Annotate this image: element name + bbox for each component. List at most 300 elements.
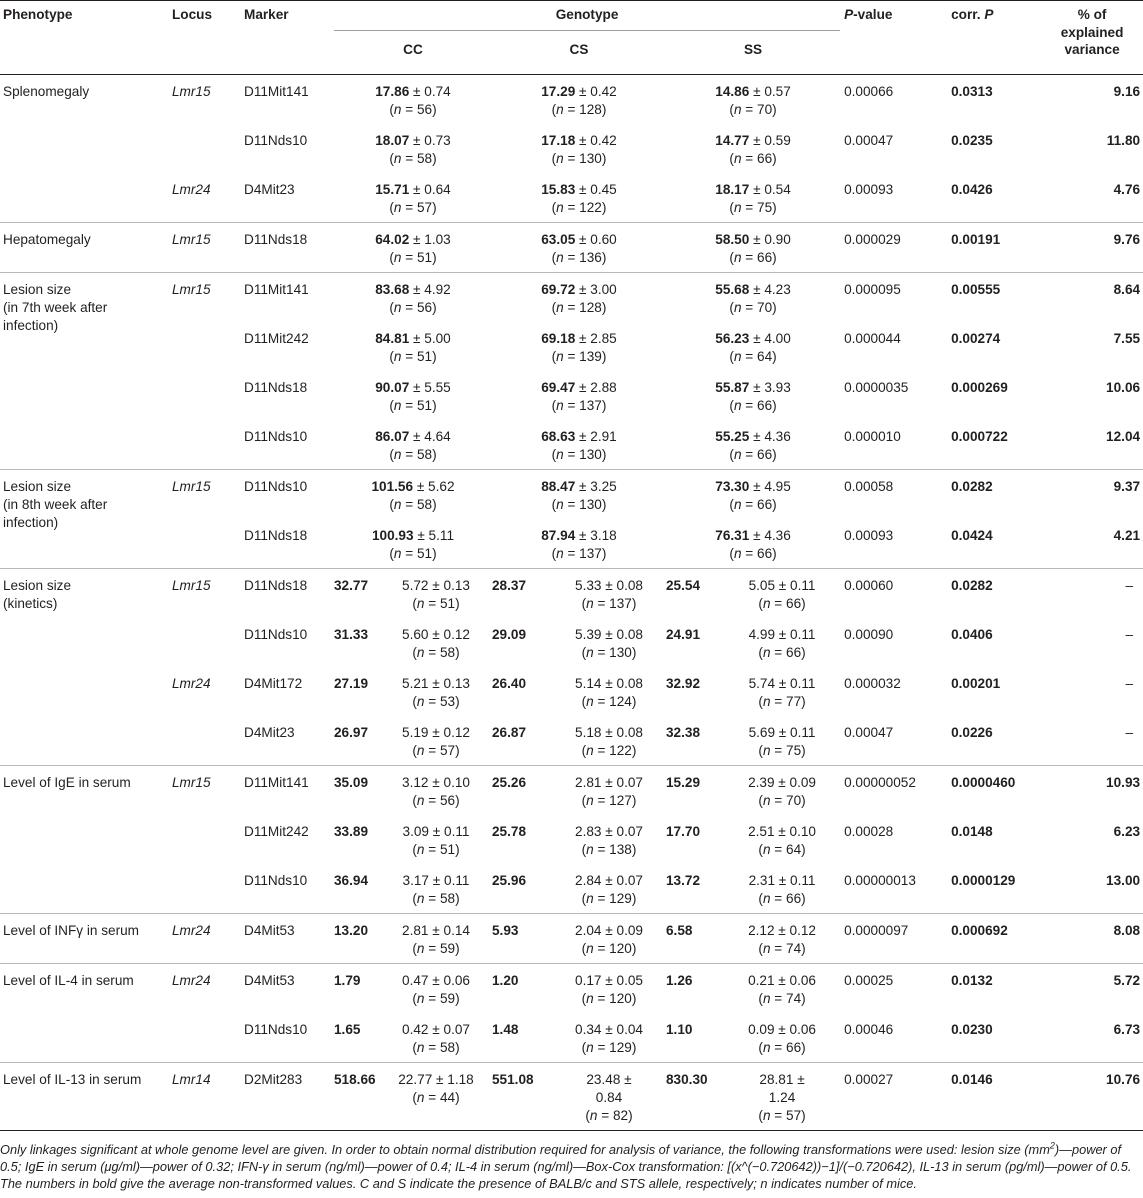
ss-se: ± 4.95 xyxy=(749,479,791,494)
phenotype-cell: Lesion size (in 7th week after infection) xyxy=(0,273,166,470)
corr-p-cell: 0.0313 xyxy=(951,84,993,99)
locus-cell: Lmr24 xyxy=(166,914,238,964)
cc-value-cell xyxy=(334,371,492,420)
cs-transformed: 2.04 ± 0.09 xyxy=(575,923,643,938)
p-value-cell: 0.0000035 xyxy=(844,380,909,395)
cs-se: ± 0.42 xyxy=(575,133,617,148)
locus-cell: Lmr15 xyxy=(166,470,238,520)
corr-p-cell: 0.00555 xyxy=(943,273,1041,323)
ss-count: (n = 70) xyxy=(729,102,777,117)
phenotype-cell: Level of IL-4 in serum xyxy=(0,964,166,1063)
cc-count: (n = 53) xyxy=(412,694,460,709)
header-cc: CC xyxy=(334,31,492,75)
cs-count: (n = 136) xyxy=(551,250,607,265)
cc-mean-cell: 33.89 xyxy=(334,824,369,839)
cc-transformed: 3.12 ± 0.10 xyxy=(402,775,470,790)
ss-transformed-cell xyxy=(724,1063,840,1131)
marker-cell: D11Nds18 xyxy=(244,380,308,395)
corr-p-cell: 0.0426 xyxy=(951,182,993,197)
cc-count: (n = 58) xyxy=(389,447,437,462)
ss-count: (n = 75) xyxy=(758,743,806,758)
cc-transformed-cell xyxy=(380,716,492,766)
variance-cell: – xyxy=(1125,676,1134,691)
p-value-cell: 0.00028 xyxy=(844,824,894,839)
variance-cell: 9.37 xyxy=(1041,470,1143,520)
cc-mean-cell: 27.19 xyxy=(334,676,369,691)
cs-count: (n = 122) xyxy=(551,200,607,215)
ss-count: (n = 66) xyxy=(729,151,777,166)
ss-se: ± 0.90 xyxy=(749,232,791,247)
table-row xyxy=(0,569,1143,619)
cs-mean-cell: 1.48 xyxy=(492,1022,519,1037)
table-row xyxy=(0,815,1143,864)
cs-value-cell xyxy=(492,322,666,371)
ss-transformed-cell xyxy=(724,667,840,716)
ss-mean: 73.30 xyxy=(715,479,750,494)
cs-transformed: 0.34 ± 0.04 xyxy=(575,1022,643,1037)
cc-mean-cell: 31.33 xyxy=(334,627,369,642)
variance-cell: 7.55 xyxy=(1113,331,1141,346)
cc-transformed-cell xyxy=(380,914,492,964)
cs-value-cell xyxy=(492,519,666,569)
cs-mean: 17.29 xyxy=(541,84,576,99)
p-value-cell: 0.00093 xyxy=(844,528,894,543)
ss-mean-cell: 13.72 xyxy=(666,873,701,888)
corr-p-cell: 0.0282 xyxy=(943,569,1041,619)
cc-transformed: 3.17 ± 0.11 xyxy=(402,873,470,888)
ss-transformed-cell xyxy=(724,964,840,1014)
p-value-cell: 0.00060 xyxy=(840,569,943,619)
marker-cell: D11Mit242 xyxy=(244,824,309,839)
cc-transformed: 0.47 ± 0.06 xyxy=(402,973,470,988)
ss-se: ± 4.00 xyxy=(749,331,791,346)
table-row xyxy=(0,420,1143,470)
cs-transformed: 5.18 ± 0.08 xyxy=(575,725,643,740)
cs-count: (n = 129) xyxy=(581,1040,637,1055)
cc-transformed: 3.09 ± 0.11 xyxy=(402,824,470,839)
cs-mean-cell: 26.40 xyxy=(492,676,527,691)
cc-se: ± 4.64 xyxy=(409,429,451,444)
ss-se: ± 0.54 xyxy=(749,182,791,197)
cs-transformed: 5.33 ± 0.08 xyxy=(575,578,643,593)
cs-count: (n = 128) xyxy=(551,300,607,315)
cs-transformed: 23.48 ± xyxy=(586,1072,632,1087)
cc-mean: 100.93 xyxy=(371,528,414,543)
cc-value-cell xyxy=(334,173,492,223)
table-row xyxy=(0,75,1143,125)
p-value-cell: 0.000044 xyxy=(844,331,901,346)
ss-transformed: 2.12 ± 0.12 xyxy=(748,923,816,938)
cc-se: ± 0.73 xyxy=(409,133,451,148)
cc-transformed: 22.77 ± 1.18 xyxy=(398,1072,474,1087)
cc-se: ± 1.03 xyxy=(409,232,451,247)
variance-cell: 10.93 xyxy=(1041,766,1143,816)
header-marker: Marker xyxy=(238,1,334,75)
cs-transformed-cell xyxy=(552,815,666,864)
ss-se: ± 0.59 xyxy=(749,133,791,148)
variance-cell: 4.76 xyxy=(1113,182,1141,197)
p-value-cell: 0.00000013 xyxy=(844,873,916,888)
ss-mean-cell: 15.29 xyxy=(666,766,724,816)
cc-se: ± 5.00 xyxy=(409,331,451,346)
ss-mean: 14.77 xyxy=(715,133,750,148)
variance-cell: 6.23 xyxy=(1113,824,1141,839)
cc-mean-cell: 32.77 xyxy=(334,569,380,619)
marker-cell: D11Nds10 xyxy=(238,470,334,520)
cc-transformed-cell xyxy=(380,569,492,619)
table-row xyxy=(0,1063,1143,1131)
cc-transformed-cell xyxy=(380,815,492,864)
cc-transformed: 0.42 ± 0.07 xyxy=(402,1022,470,1037)
cc-count: (n = 51) xyxy=(389,349,437,364)
cs-count: (n = 129) xyxy=(581,891,637,906)
ss-count: (n = 66) xyxy=(729,546,777,561)
corr-p-cell: 0.00201 xyxy=(951,676,1001,691)
ss-count: (n = 74) xyxy=(758,991,806,1006)
p-value-cell: 0.000029 xyxy=(840,223,943,273)
ss-value-cell xyxy=(666,124,840,173)
ss-count: (n = 75) xyxy=(729,200,777,215)
cc-count: (n = 58) xyxy=(389,497,437,512)
ss-value-cell xyxy=(666,371,840,420)
variance-cell: 10.06 xyxy=(1106,380,1141,395)
locus-cell: Lmr14 xyxy=(166,1063,238,1131)
cs-transformed: 2.81 ± 0.07 xyxy=(575,775,643,790)
ss-transformed-cont: 1.24 xyxy=(768,1090,796,1105)
locus-cell xyxy=(166,124,238,173)
marker-cell: D11Mit141 xyxy=(238,766,334,816)
variance-cell: 11.80 xyxy=(1106,133,1141,148)
header-ss: SS xyxy=(666,31,840,75)
cc-transformed: 5.19 ± 0.12 xyxy=(402,725,470,740)
cs-mean: 68.63 xyxy=(541,429,576,444)
header-locus: Locus xyxy=(166,1,238,75)
header-cs: CS xyxy=(492,31,666,75)
cc-count: (n = 58) xyxy=(412,891,460,906)
ss-value-cell xyxy=(666,420,840,470)
cc-se: ± 5.11 xyxy=(413,528,455,543)
p-value-cell: 0.00093 xyxy=(844,182,894,197)
ss-count: (n = 57) xyxy=(758,1108,806,1123)
cc-count: (n = 58) xyxy=(412,1040,460,1055)
header-pvalue: P-value xyxy=(840,1,943,75)
cs-transformed-cell xyxy=(552,864,666,914)
cc-transformed-cell xyxy=(380,1013,492,1063)
cs-count: (n = 130) xyxy=(551,151,607,166)
cc-mean-cell: 26.97 xyxy=(334,725,369,740)
cc-se: ± 5.55 xyxy=(409,380,451,395)
cs-transformed-cont: 0.84 xyxy=(595,1090,623,1105)
cs-mean-cell: 28.37 xyxy=(492,569,552,619)
cc-mean-cell: 36.94 xyxy=(334,873,369,888)
ss-se: ± 3.93 xyxy=(749,380,791,395)
cs-count: (n = 122) xyxy=(581,743,637,758)
p-value-cell: 0.00047 xyxy=(844,725,894,740)
marker-cell: D4Mit172 xyxy=(244,676,303,691)
cs-se: ± 2.85 xyxy=(575,331,617,346)
locus-cell: Lmr24 xyxy=(166,964,238,1014)
ss-count: (n = 66) xyxy=(758,1040,806,1055)
ss-value-cell xyxy=(666,273,840,323)
ss-value-cell xyxy=(666,322,840,371)
locus-cell xyxy=(166,1013,238,1063)
variance-cell: 13.00 xyxy=(1106,873,1141,888)
ss-count: (n = 66) xyxy=(758,891,806,906)
corr-p-cell: 0.00274 xyxy=(951,331,1001,346)
ss-count: (n = 66) xyxy=(729,447,777,462)
corr-p-cell: 0.0226 xyxy=(951,725,993,740)
table-row xyxy=(0,618,1143,667)
p-value-cell: 0.00027 xyxy=(840,1063,943,1131)
cs-transformed: 0.17 ± 0.05 xyxy=(575,973,643,988)
ss-count: (n = 66) xyxy=(758,645,806,660)
p-value-cell: 0.00066 xyxy=(844,84,894,99)
cs-transformed-cell xyxy=(552,618,666,667)
corr-p-cell: 0.0132 xyxy=(943,964,1041,1014)
cc-count: (n = 57) xyxy=(412,743,460,758)
cc-mean-cell: 518.66 xyxy=(334,1063,380,1131)
ss-transformed: 5.69 ± 0.11 xyxy=(748,725,816,740)
ss-mean-cell: 17.70 xyxy=(666,824,701,839)
cs-count: (n = 120) xyxy=(581,991,637,1006)
corr-p-cell: 0.0235 xyxy=(951,133,993,148)
ss-count: (n = 66) xyxy=(729,398,777,413)
ss-transformed: 5.05 ± 0.11 xyxy=(748,578,816,593)
header-corr-p: corr. P xyxy=(943,1,1041,75)
cs-transformed: 5.14 ± 0.08 xyxy=(575,676,643,691)
p-value-cell: 0.00046 xyxy=(844,1022,894,1037)
variance-cell: 12.04 xyxy=(1106,429,1141,444)
ss-se: ± 4.36 xyxy=(749,528,791,543)
table-row xyxy=(0,1013,1143,1063)
cc-count: (n = 51) xyxy=(412,596,460,611)
cs-mean-cell: 5.93 xyxy=(492,914,552,964)
locus-cell: Lmr24 xyxy=(172,182,211,197)
locus-cell xyxy=(166,716,238,766)
ss-count: (n = 70) xyxy=(758,793,806,808)
variance-cell: 6.73 xyxy=(1113,1022,1141,1037)
cc-mean: 83.68 xyxy=(375,282,410,297)
cs-se: ± 0.45 xyxy=(575,182,617,197)
header-phenotype: Phenotype xyxy=(0,1,166,75)
corr-p-cell: 0.0146 xyxy=(943,1063,1041,1131)
cc-transformed-cell xyxy=(380,864,492,914)
table-footnote: Only linkages significant at whole genome level are given. In order to obtain normal distribution required for analysis of variance, the following transformations were used: lesion size $(mm^2)—power$ of 0.5; IgE in serum (μg/ml)—power of 0.32; IFN-γ in serum (ng/ml)—power of 0.4; IL-4 in serum (ng/ml)—Box-Cox transformation: [(x^(−0.720642))−1]/(−0.720642), IL-13 in serum (pg/ml)—power of 0.5. The numbers in bold give the average non-transformed values. C and S indicate the presence of BALB/c and STS allele, respectively; n indicates number of mice. xyxy=(0,1140,1132,1191)
phenotype-cell: Lesion size (kinetics) xyxy=(0,569,166,766)
cs-count: (n = 82) xyxy=(585,1108,633,1123)
cs-mean: 15.83 xyxy=(541,182,576,197)
table-row xyxy=(0,914,1143,964)
ss-transformed: 2.51 ± 0.10 xyxy=(748,824,816,839)
marker-cell: D11Nds10 xyxy=(244,429,308,444)
p-value-cell: 0.00090 xyxy=(844,627,894,642)
cc-transformed-cell xyxy=(380,766,492,816)
ss-transformed-cell xyxy=(724,864,840,914)
variance-cell: – xyxy=(1125,725,1134,740)
corr-p-cell: 0.0000129 xyxy=(951,873,1016,888)
ss-mean: 14.86 xyxy=(715,84,750,99)
cc-mean: 18.07 xyxy=(375,133,410,148)
ss-se: ± 0.57 xyxy=(749,84,791,99)
cs-transformed: 5.39 ± 0.08 xyxy=(575,627,643,642)
ss-transformed: 0.21 ± 0.06 xyxy=(748,973,816,988)
cc-mean: 84.81 xyxy=(375,331,410,346)
cs-count: (n = 137) xyxy=(581,596,637,611)
ss-transformed: 2.39 ± 0.09 xyxy=(748,775,816,790)
marker-cell: D11Nds10 xyxy=(244,873,308,888)
ss-mean-cell: 1.26 xyxy=(666,964,724,1014)
cc-se: ± 4.92 xyxy=(409,282,451,297)
cc-mean: 15.71 xyxy=(375,182,410,197)
corr-p-cell: 0.0148 xyxy=(951,824,993,839)
ss-transformed-cell xyxy=(724,1013,840,1063)
cc-transformed-cell xyxy=(380,964,492,1014)
corr-p-cell: 0.000692 xyxy=(943,914,1041,964)
p-value-cell: 0.000095 xyxy=(840,273,943,323)
marker-cell: D11Mit242 xyxy=(244,331,309,346)
marker-cell: D11Nds18 xyxy=(244,528,308,543)
locus-cell: Lmr15 xyxy=(166,569,238,619)
cc-mean-cell: 1.79 xyxy=(334,964,380,1014)
cc-se: ± 0.64 xyxy=(409,182,451,197)
p-value-cell: 0.0000097 xyxy=(840,914,943,964)
cs-mean: 88.47 xyxy=(541,479,576,494)
cs-mean-cell: 551.08 xyxy=(492,1063,552,1131)
p-value-cell: 0.00058 xyxy=(840,470,943,520)
locus-cell: Lmr15 xyxy=(166,273,238,323)
ss-mean: 18.17 xyxy=(715,182,750,197)
phenotype-cell: Level of INFγ in serum xyxy=(0,914,166,964)
ss-mean: 58.50 xyxy=(715,232,750,247)
marker-cell: D11Nds18 xyxy=(238,569,334,619)
phenotype-cell: Lesion size (in 8th week after infection) xyxy=(0,470,166,569)
cc-value-cell xyxy=(334,223,492,273)
cc-value-cell xyxy=(334,75,492,125)
ss-value-cell xyxy=(666,470,840,520)
ss-value-cell xyxy=(666,75,840,125)
cs-value-cell xyxy=(492,124,666,173)
ss-mean-cell: 6.58 xyxy=(666,914,724,964)
cc-transformed: 5.60 ± 0.12 xyxy=(402,627,470,642)
ss-count: (n = 66) xyxy=(729,250,777,265)
cs-count: (n = 127) xyxy=(581,793,637,808)
cc-count: (n = 59) xyxy=(412,941,460,956)
ss-transformed-cell xyxy=(724,569,840,619)
ss-mean-cell: 32.38 xyxy=(666,725,701,740)
locus-cell xyxy=(166,519,238,569)
cs-se: ± 2.88 xyxy=(575,380,617,395)
cs-count: (n = 124) xyxy=(581,694,637,709)
variance-cell: 9.76 xyxy=(1041,223,1143,273)
cs-value-cell xyxy=(492,371,666,420)
locus-cell xyxy=(166,815,238,864)
p-value-cell: 0.00047 xyxy=(844,133,894,148)
cs-mean: 87.94 xyxy=(541,528,576,543)
variance-cell: – xyxy=(1125,627,1134,642)
cc-transformed: 2.81 ± 0.14 xyxy=(402,923,470,938)
cs-mean: 69.47 xyxy=(541,380,576,395)
cc-transformed-cell xyxy=(380,618,492,667)
cs-count: (n = 130) xyxy=(551,447,607,462)
cc-count: (n = 56) xyxy=(412,793,460,808)
variance-cell: 8.08 xyxy=(1041,914,1143,964)
marker-cell: D11Nds10 xyxy=(244,1022,308,1037)
cs-mean-cell: 25.78 xyxy=(492,824,527,839)
ss-transformed: 5.74 ± 0.11 xyxy=(748,676,816,691)
ss-mean: 55.87 xyxy=(715,380,750,395)
ss-value-cell xyxy=(666,173,840,223)
cc-se: ± 0.74 xyxy=(409,84,451,99)
cc-value-cell xyxy=(334,322,492,371)
cs-transformed-cell xyxy=(552,569,666,619)
cs-count: (n = 137) xyxy=(551,398,607,413)
cc-count: (n = 51) xyxy=(389,546,437,561)
cs-count: (n = 138) xyxy=(581,842,637,857)
p-value-cell: 0.000010 xyxy=(844,429,901,444)
ss-transformed-cell xyxy=(724,766,840,816)
cc-transformed-cell xyxy=(380,667,492,716)
cc-transformed: 5.72 ± 0.13 xyxy=(402,578,470,593)
ss-value-cell xyxy=(666,519,840,569)
cc-transformed: 5.21 ± 0.13 xyxy=(402,676,470,691)
cc-mean: 64.02 xyxy=(375,232,410,247)
ss-transformed: 0.09 ± 0.06 xyxy=(748,1022,816,1037)
cs-mean: 69.72 xyxy=(541,282,576,297)
header-row xyxy=(0,1,1143,31)
marker-cell: D4Mit53 xyxy=(238,964,334,1014)
cs-transformed-cell xyxy=(552,1013,666,1063)
ss-mean: 56.23 xyxy=(715,331,750,346)
corr-p-cell: 0.0230 xyxy=(951,1022,993,1037)
ss-transformed: 28.81 ± xyxy=(759,1072,805,1087)
cs-value-cell xyxy=(492,173,666,223)
cs-mean-cell: 26.87 xyxy=(492,725,527,740)
p-value-cell: 0.00025 xyxy=(840,964,943,1014)
ss-mean-cell: 24.91 xyxy=(666,627,701,642)
ss-transformed-cell xyxy=(724,815,840,864)
cc-count: (n = 58) xyxy=(412,645,460,660)
cc-se: ± 5.62 xyxy=(413,479,455,494)
marker-cell: D11Nds10 xyxy=(244,133,308,148)
locus-cell: Lmr15 xyxy=(172,84,211,99)
ss-se: ± 4.36 xyxy=(749,429,791,444)
marker-cell: D11Mit141 xyxy=(244,84,309,99)
corr-p-cell: 0.00191 xyxy=(943,223,1041,273)
cs-mean: 17.18 xyxy=(541,133,576,148)
ss-se: ± 4.23 xyxy=(749,282,791,297)
cs-transformed: 2.84 ± 0.07 xyxy=(575,873,643,888)
marker-cell: D11Nds18 xyxy=(238,223,334,273)
table-row xyxy=(0,173,1143,223)
corr-p-cell: 0.0282 xyxy=(943,470,1041,520)
marker-cell: D4Mit23 xyxy=(244,182,295,197)
table-row xyxy=(0,519,1143,569)
locus-cell: Lmr24 xyxy=(172,676,211,691)
cc-mean-cell: 1.65 xyxy=(334,1022,361,1037)
table-row xyxy=(0,864,1143,914)
ss-mean: 55.68 xyxy=(715,282,750,297)
cs-mean-cell: 25.26 xyxy=(492,766,552,816)
phenotype-cell: Level of IgE in serum xyxy=(0,766,166,914)
ss-count: (n = 66) xyxy=(729,497,777,512)
corr-p-cell: 0.000722 xyxy=(951,429,1008,444)
table-row xyxy=(0,124,1143,173)
cc-mean: 90.07 xyxy=(375,380,410,395)
corr-p-cell: 0.0406 xyxy=(951,627,993,642)
cc-value-cell xyxy=(334,470,492,520)
cs-value-cell xyxy=(492,223,666,273)
corr-p-cell: 0.0424 xyxy=(951,528,993,543)
